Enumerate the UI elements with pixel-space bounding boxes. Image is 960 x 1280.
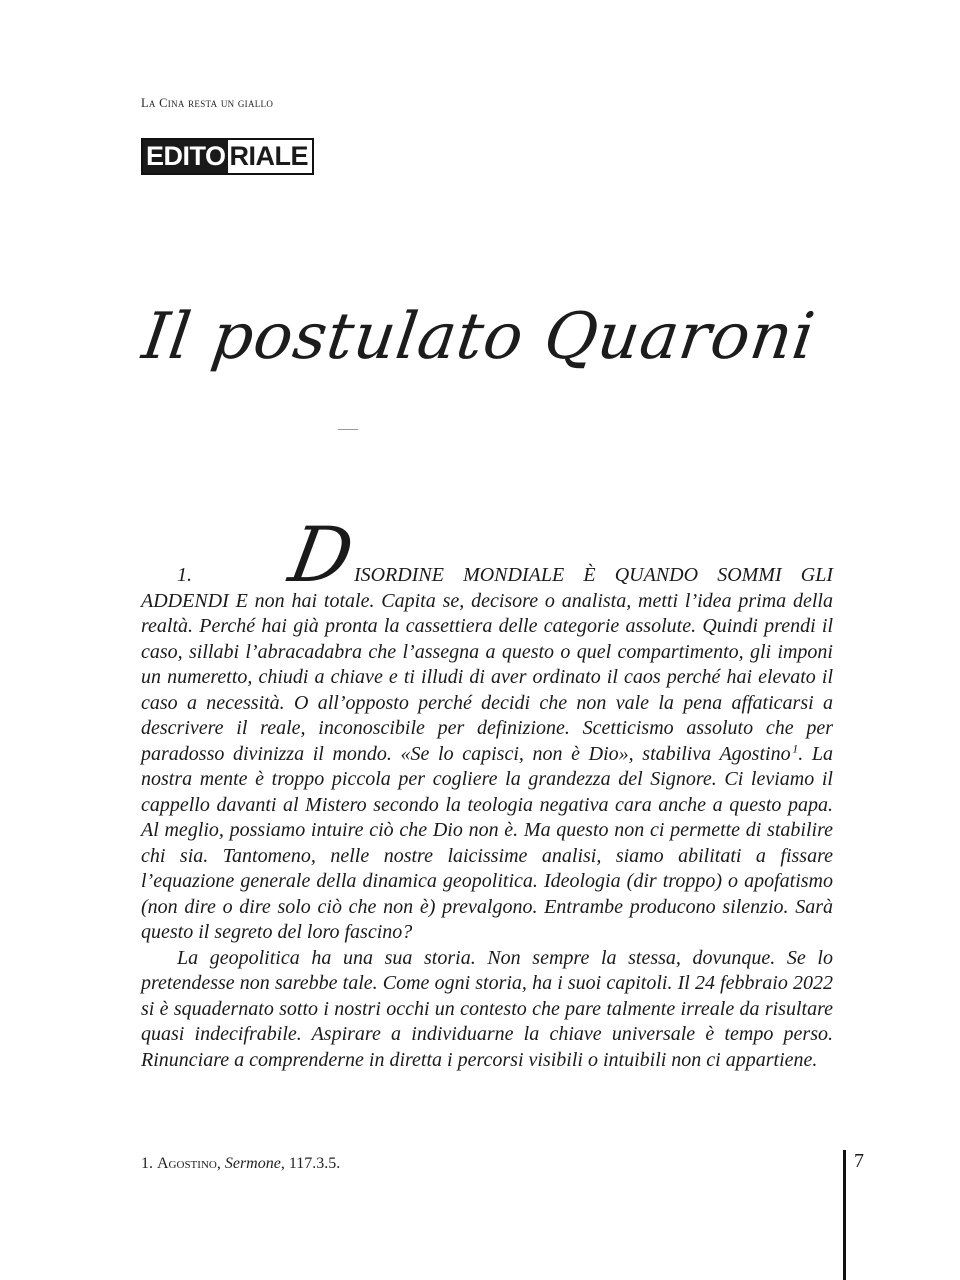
footnote-work: Sermone [224,1155,281,1172]
paragraph-2: La geopolitica ha una sua storia. Non sempre la stessa, dovunque. Se lo pretendesse non sarebbe tale. Come ogni storia, ha i suoi capitoli. Il 24 febbraio 2022 si è squadernato sotto i nostri occhi un contesto che pare talmente irreale da risultare quasi indecifrabile. Aspirare a individuarne la chiave universale è tempo perso. Rinunciare a comprenderne in diretta i percorsi visibili o intuibili non ci appartiene. [141,946,833,1071]
page-number: 7 [854,1150,864,1172]
footnote-ref-number: 117.3.5. [288,1155,341,1172]
section-label [141,138,314,175]
section-label-light: RIALE [228,140,313,173]
lead-in: ISORDINE MONDIALE È QUANDO SOMMI GLI ADDENDI E [141,564,833,612]
paragraph-1-text-a: non hai totale. Capita se, decisore o analista, metti l’idea prima della realtà. Perché hai già pronta la cassettiera delle categorie assolute. Quindi prendi il caso, sillabi l’abracadabra che l’assegna a questo o quel compartimento, gli imponi un numeretto, chiudi a chiave e ti illudi di aver ordinato il caos perché hai elevato il caso a necessità. O all’opposto perché decidi che non vale la pena affaticarsi a descrivere il reale, inconoscibile per definizione. Scetticismo assoluto che per paradosso divinizza il mondo. «Se lo capisci, non è Dio», stabiliva Agostino [141,589,833,765]
footnote-ref: 1 [792,740,799,755]
section-number: 1. [177,564,192,586]
paragraph-1 [141,510,834,946]
drop-cap: D [283,510,360,599]
section-label-dark: EDITO [143,140,228,173]
article-title: Il postulato Quaroni [138,300,820,374]
running-head: La Cina resta un giallo [141,96,274,110]
title-rule [338,429,358,430]
paragraph-1-text-b: . La nostra mente è troppo piccola per cogliere la grandezza del Signore. Ci leviamo il cappello davanti al Mistero secondo la teologia negativa cara anche a questo papa. Al meglio, possiamo intuire ciò che Dio non è. Ma questo non ci permette di stabilire chi sia. Tantomeno, nelle nostre laicissime analisi, siamo abilitati a fissare l’equazione generale della dinamica geopolitica. Ideologia (dir troppo) o apofatismo (non dire o dire solo ciò che non è) prevalgono. Entrambe producono silenzio. Sarà questo il segreto del loro fascino? [141,742,834,943]
footnote-number: 1. [141,1155,153,1172]
footnote-author: Agostino [157,1155,217,1172]
footnote: 1. Agostino, Sermone, 117.3.5. [141,1155,341,1172]
article-body [141,510,834,1073]
folio-rule [843,1150,846,1280]
